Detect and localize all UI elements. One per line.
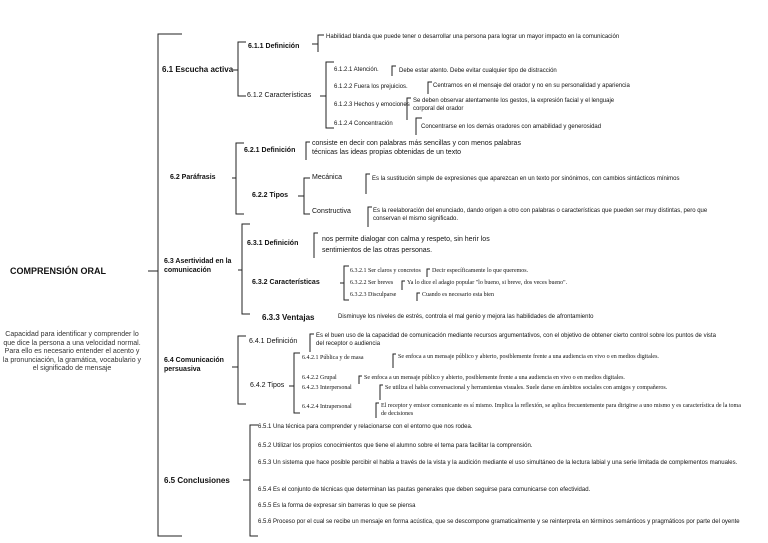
s64-tipo1-label: 6.4.2.1 Pública y de masa (302, 355, 364, 361)
s61-item1-label: 6.1.2.1 Atención. (334, 67, 379, 73)
s61-item4-label: 6.1.2.4 Concentración (334, 121, 393, 127)
s64-tipo3-label: 6.4.2.3 Interpersonal (302, 385, 352, 391)
s62-title: 6.2 Paráfrasis (170, 174, 216, 181)
s62-tipo1-label: Mecánica (312, 174, 342, 181)
s61-item4-text: Concentrarse en los demás oradores con amabilidad y generosidad (421, 124, 602, 130)
s61-item3-label: 6.1.2.3 Hechos y emociones (334, 102, 410, 108)
s64-tipos-label: 6.4.2 Tipos (250, 382, 285, 389)
s65-title: 6.5 Conclusiones (164, 476, 230, 485)
s64-tipo2-text: Se enfoca a un mensaje público y abierto, posiblemente frente a una audiencia en vivo o en medios digitales. (364, 375, 625, 381)
s61-def-text: Habilidad blanda que puede tener o desarrollar una persona para lograr un mayor impacto en la comunicación (326, 34, 620, 40)
s61-item1-text: Debe estar atento. Debe evitar cualquier tipo de distracción (399, 68, 557, 74)
s61-item2-label: 6.1.2.2 Fuera los prejuicios. (334, 84, 408, 90)
s63-item1-text: Decir específicamente lo que queremos. (432, 268, 529, 274)
root-description: Capacidad para identificar y comprender lo que dice la persona a una velocidad normal. Para ello es necesario entender el acento y la pronunciación, la gramática, vocabulario y el significado de mensaje (2, 331, 142, 372)
s63-def-label: 6.3.1 Definición (247, 240, 299, 247)
s64-tipo4-label: 6.4.2.4 Intrapersonal (302, 404, 352, 410)
s63-ventajas-label: 6.3.3 Ventajas (262, 313, 315, 322)
s61-item3-text: Se deben observar atentamente los gestos, la expresión facial y el lenguaje corporal del orador (413, 98, 615, 112)
s64-def-label: 6.4.1 Definición (249, 338, 298, 345)
s61-def-label: 6.1.1 Definición (248, 43, 300, 50)
s63-def-text: nos permite dialogar con calma y respeto, sin herir los sentimientos de las otras personas. (322, 236, 490, 254)
s64-title: 6.4 Comunicación persuasiva (164, 357, 224, 373)
s63-car-label: 6.3.2 Características (252, 279, 320, 286)
s62-tipo2-text: Es la reelaboración del enunciado, dando origen a otro con palabras o características que pueden ser muy distintas, pero que conservan el mismo significado. (373, 208, 708, 222)
s62-def-text: consiste en decir con palabras más sencillas y con menos palabras técnicas las ideas propias obtenidas de un texto (312, 140, 521, 156)
s65-item1: 6.5.1 Una técnica para comprender y relacionarse con el entorno que nos rodea. (258, 424, 473, 430)
s62-tipo2-label: Constructiva (312, 208, 351, 215)
s65-item4: 6.5.4 Es el conjunto de técnicas que determinan las pautas generales que deben seguirse para comunicarse con efectividad. (258, 487, 591, 493)
s65-item6: 6.5.6 Proceso por el cual se recibe un mensaje en forma acústica, que se descompone gramaticalmente y se reinterpreta en términos semánticos y pragmáticos por parte del oyente (258, 519, 740, 525)
s63-item2-label: 6.3.2.2 Ser breves (350, 280, 394, 286)
s61-car-label: 6.1.2 Características (247, 92, 312, 99)
s63-title: 6.3 Asertividad en la comunicación (164, 258, 232, 274)
s65-item2: 6.5.2 Utilizar los propios conocimientos que tiene el alumno sobre el tema para facilitar la comprensión. (258, 443, 533, 449)
s62-def-label: 6.2.1 Definición (244, 147, 296, 154)
s64-tipo3-text: Se utiliza el habla conversacional y herramientas visuales. Suele darse en ámbitos sociales con amigos y compañeros. (385, 385, 668, 391)
s62-tipo1-text: Es la sustitución simple de expresiones que aparezcan en un texto por sinónimos, con cambios sintácticos mínimos (372, 176, 680, 182)
s63-ventajas-text: Disminuye los niveles de estrés, controla el mal genio y mejora las habilidades de afrontamiento (338, 314, 594, 320)
s65-item3: 6.5.3 Un sistema que hace posible percibir el habla a través de la vista y la audición mediante el uso simultáneo de la lectura labial y una serie limitada de complementos manuales. (258, 460, 738, 466)
s63-item1-label: 6.3.2.1 Ser claros y concretos (350, 268, 421, 274)
s63-item3-label: 6.3.2.3 Disculparse (350, 292, 397, 298)
s63-item3-text: Cuando es necesario esta bien (422, 292, 494, 298)
s61-item2-text: Centrarnos en el mensaje del orador y no en su personalidad y apariencia (433, 83, 630, 89)
s61-title: 6.1 Escucha activa (162, 65, 234, 74)
s64-tipo4-text: El receptor y emisor comunicante es sí mismo. Implica la reflexión, se aplica frecuentemente para dirigirse a uno mismo y es característica de la toma de decisiones (381, 403, 741, 417)
s65-item5: 6.5.5 Es la forma de expresar sin barreras lo que se piensa (258, 503, 416, 509)
root-title: COMPRENSIÓN ORAL (10, 266, 107, 276)
s64-def-text: Es el buen uso de la capacidad de comunicación mediante recursos argumentativos, con el objetivo de obtener cierto control sobre los puntos de vista del receptor o audiencia (316, 333, 716, 347)
s62-tipos-label: 6.2.2 Tipos (252, 192, 289, 199)
s63-item2-text: Ya lo dice el adagio popular "lo bueno, si breve, dos veces bueno". (407, 280, 568, 286)
s64-tipo2-label: 6.4.2.2 Grupal (302, 375, 337, 381)
s64-tipo1-text: Se enfoca a un mensaje público y abierto, posiblemente frente a una audiencia en vivo o en medios digitales. (398, 354, 659, 360)
